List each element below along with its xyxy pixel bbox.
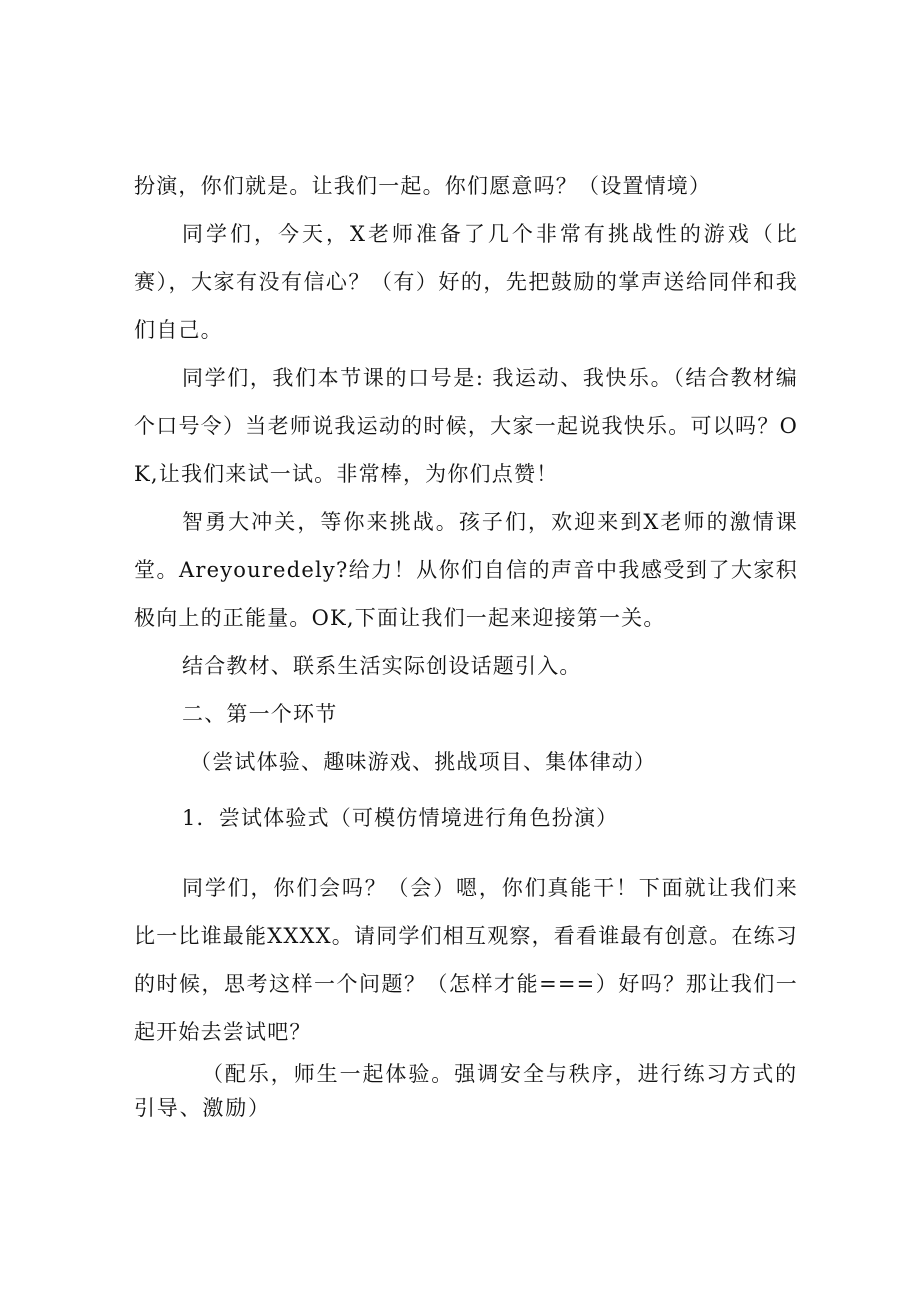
paragraph-music-note: （配乐，师生一起体验。强调安全与秩序，进行练习方式的引导、激励） xyxy=(134,1062,798,1120)
paragraph-challenge-classroom: 智勇大冲关，等你来挑战。孩子们，欢迎来到X老师的激情课堂。Areyouredely?给力！从你们自信的声音中我感受到了大家积极向上的正能量。OK,下面让我们一起来迎接第一关。 xyxy=(134,510,798,630)
paragraph-trial-experience: 同学们，你们会吗？（会）嗯，你们真能干！下面就让我们来比一比谁最能XXXX。请同学们相互观察，看看谁最有创意。在练习的时候，思考这样一个问题？（怎样才能===）好吗？那让我们一起开始去尝试吧？ xyxy=(134,876,798,1044)
numbered-item-heading: 1．尝试体验式（可模仿情境进行角色扮演） xyxy=(182,806,619,830)
section-heading: 二、第一个环节 xyxy=(182,702,338,726)
paragraph-topic-introduction: 结合教材、联系生活实际创设话题引入。 xyxy=(182,654,582,678)
section-subheading: （尝试体验、趣味游戏、挑战项目、集体律动） xyxy=(190,750,657,774)
paragraph-continuation: 扮演，你们就是。让我们一起。你们愿意吗？（设置情境） xyxy=(134,174,712,198)
paragraph-slogan: 同学们，我们本节课的口号是: 我运动、我快乐。（结合教材编个口号令）当老师说我运动的时候，大家一起说我快乐。可以吗？OK,让我们来试一试。非常棒，为你们点赞！ xyxy=(134,366,798,486)
paragraph-challenge-intro: 同学们，今天，X老师准备了几个非常有挑战性的游戏（比赛），大家有没有信心？（有）好的，先把鼓励的掌声送给同伴和我们自己。 xyxy=(134,222,798,342)
